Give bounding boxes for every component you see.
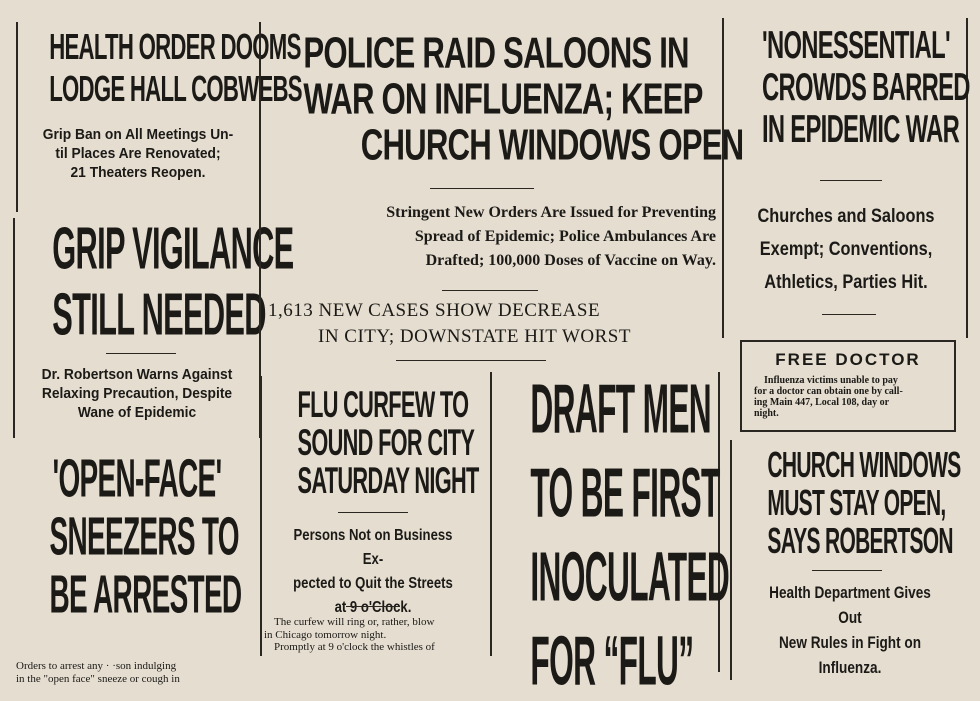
divider-c2b	[442, 290, 538, 291]
clipping-nonessential-crowds	[726, 23, 970, 152]
subhead-health-department	[732, 580, 968, 680]
headline-sneezers-3: BE ARRESTED	[49, 565, 242, 625]
headline-curfew-1: FLU CURFEW TO	[297, 383, 469, 426]
border-left-c3	[722, 18, 724, 338]
subhead-new-cases-1: 1,613 NEW CASES SHOW DECREASE	[268, 300, 601, 321]
headline-nonessential-2: CROWDS BARRED	[762, 65, 970, 110]
headline-grip-vigilance-1: GRIP VIGILANCE	[52, 215, 294, 283]
divider-c2d	[338, 512, 408, 513]
headline-police-raid-2: WAR ON INFLUENZA; KEEP	[303, 75, 703, 124]
headline-nonessential-3: IN EPIDEMIC WAR	[762, 107, 960, 152]
subhead-new-cases	[262, 298, 716, 350]
subhead-robertson-2: Relaxing Precaution, Despite	[41, 384, 233, 402]
divider-c2a	[430, 188, 534, 189]
headline-draft-men-3: INOCULATED	[530, 539, 730, 617]
headline-police-raid-3: CHURCH WINDOWS OPEN	[360, 121, 744, 170]
headline-sneezers-2: SNEEZERS TO	[49, 507, 239, 567]
subhead-grip-ban-1: Grip Ban on All Meetings Un-	[42, 126, 234, 143]
headline-draft-men-1: DRAFT MEN	[530, 371, 712, 449]
clipping-flu-curfew	[262, 383, 484, 502]
subhead-stringent-orders	[262, 201, 716, 273]
body-curfew-2: in Chicago tomorrow night.	[264, 628, 387, 641]
body-curfew-will-ring	[264, 616, 484, 654]
subhead-health-dept-2: New Rules in Fight on	[778, 633, 922, 652]
headline-church-windows-2: MUST STAY OPEN,	[767, 483, 946, 524]
subhead-persons-2: pected to Quit the Streets	[293, 575, 453, 592]
divider-c2c	[396, 360, 546, 361]
clipping-health-order	[18, 27, 302, 182]
body-line-2: in the "open face" sneeze or cough in	[16, 672, 180, 685]
subhead-churches-2: Exempt; Conventions,	[759, 239, 933, 260]
body-line-1: Orders to arrest any · ·son indulging	[16, 660, 177, 672]
subhead-robertson-3: Wane of Epidemic	[77, 403, 197, 421]
headline-draft-men-4: FOR “FLU”	[530, 623, 694, 701]
clipping-open-face-sneezers	[12, 449, 262, 625]
clipping-church-windows	[732, 445, 968, 562]
subhead-persons-3: at 9 o'Clock.	[334, 599, 412, 616]
border-left-c2	[259, 24, 261, 364]
headline-health-order-1: HEALTH ORDER DOOMS	[49, 27, 301, 68]
headline-police-raid-1: POLICE RAID SALOONS IN	[303, 29, 689, 78]
subhead-robertson-warns	[16, 366, 258, 422]
headline-nonessential-1: 'NONESSENTIAL'	[762, 23, 950, 68]
subhead-health-dept-3: Influenza.	[818, 658, 882, 677]
subhead-health-dept-1: Health Department Gives Out	[769, 583, 931, 627]
divider-c3a	[820, 180, 882, 181]
subhead-new-cases-2: IN CITY; DOWNSTATE HIT WORST	[318, 326, 631, 347]
free-doctor-text	[742, 370, 954, 419]
headline-grip-vigilance-2: STILL NEEDED	[52, 281, 266, 349]
subhead-stringent-1: Stringent New Orders Are Issued for Preventing	[386, 204, 716, 221]
headline-curfew-2: SOUND FOR CITY	[297, 421, 475, 464]
subhead-grip-ban-2: til Places Are Renovated;	[55, 144, 221, 162]
body-curfew-3: Promptly at 9 o'clock the whistles of	[274, 641, 435, 654]
clipping-grip-vigilance	[16, 215, 294, 349]
subhead-robertson-1: Dr. Robertson Warns Against	[41, 366, 233, 383]
free-doctor-line-3: ing Main 447, Local 108, day or	[754, 397, 890, 408]
subhead-stringent-2: Spread of Epidemic; Police Ambulances Are	[414, 228, 716, 245]
clipping-draft-men	[492, 371, 730, 701]
free-doctor-line-2: for a doctor can obtain one by call-	[754, 386, 903, 397]
subhead-persons-1: Persons Not on Business Ex-	[293, 527, 453, 568]
free-doctor-line-4: night.	[754, 408, 779, 419]
clipping-police-raid	[262, 29, 744, 170]
headline-curfew-3: SATURDAY NIGHT	[297, 459, 479, 502]
free-doctor-title: FREE DOCTOR	[775, 350, 921, 369]
divider-c1	[106, 353, 176, 354]
subhead-churches-3: Athletics, Parties Hit.	[764, 272, 928, 293]
divider-c3b	[822, 314, 876, 315]
headline-sneezers-1: 'OPEN-FACE'	[52, 449, 222, 509]
headline-church-windows-3: SAYS ROBERTSON	[767, 521, 953, 562]
free-doctor-box	[740, 340, 956, 432]
headline-church-windows-1: CHURCH WINDOWS	[767, 445, 961, 486]
border-left-c1b	[13, 218, 15, 438]
subhead-churches-saloons	[726, 200, 966, 299]
headline-health-order-2: LODGE HALL COBWEBS	[49, 69, 302, 110]
divider-c2e	[346, 606, 400, 607]
headline-draft-men-2: TO BE FIRST	[530, 455, 720, 533]
subhead-churches-1: Churches and Saloons	[757, 206, 935, 227]
subhead-grip-ban-3: 21 Theaters Reopen.	[70, 163, 206, 181]
subhead-stringent-3: Drafted; 100,000 Doses of Vaccine on Way.	[425, 252, 716, 269]
body-orders-to-arrest	[16, 660, 260, 685]
body-curfew-1: The curfew will ring or, rather, blow	[274, 616, 435, 628]
free-doctor-line-1: Influenza victims unable to pay	[764, 375, 898, 386]
divider-c3c	[812, 570, 882, 571]
